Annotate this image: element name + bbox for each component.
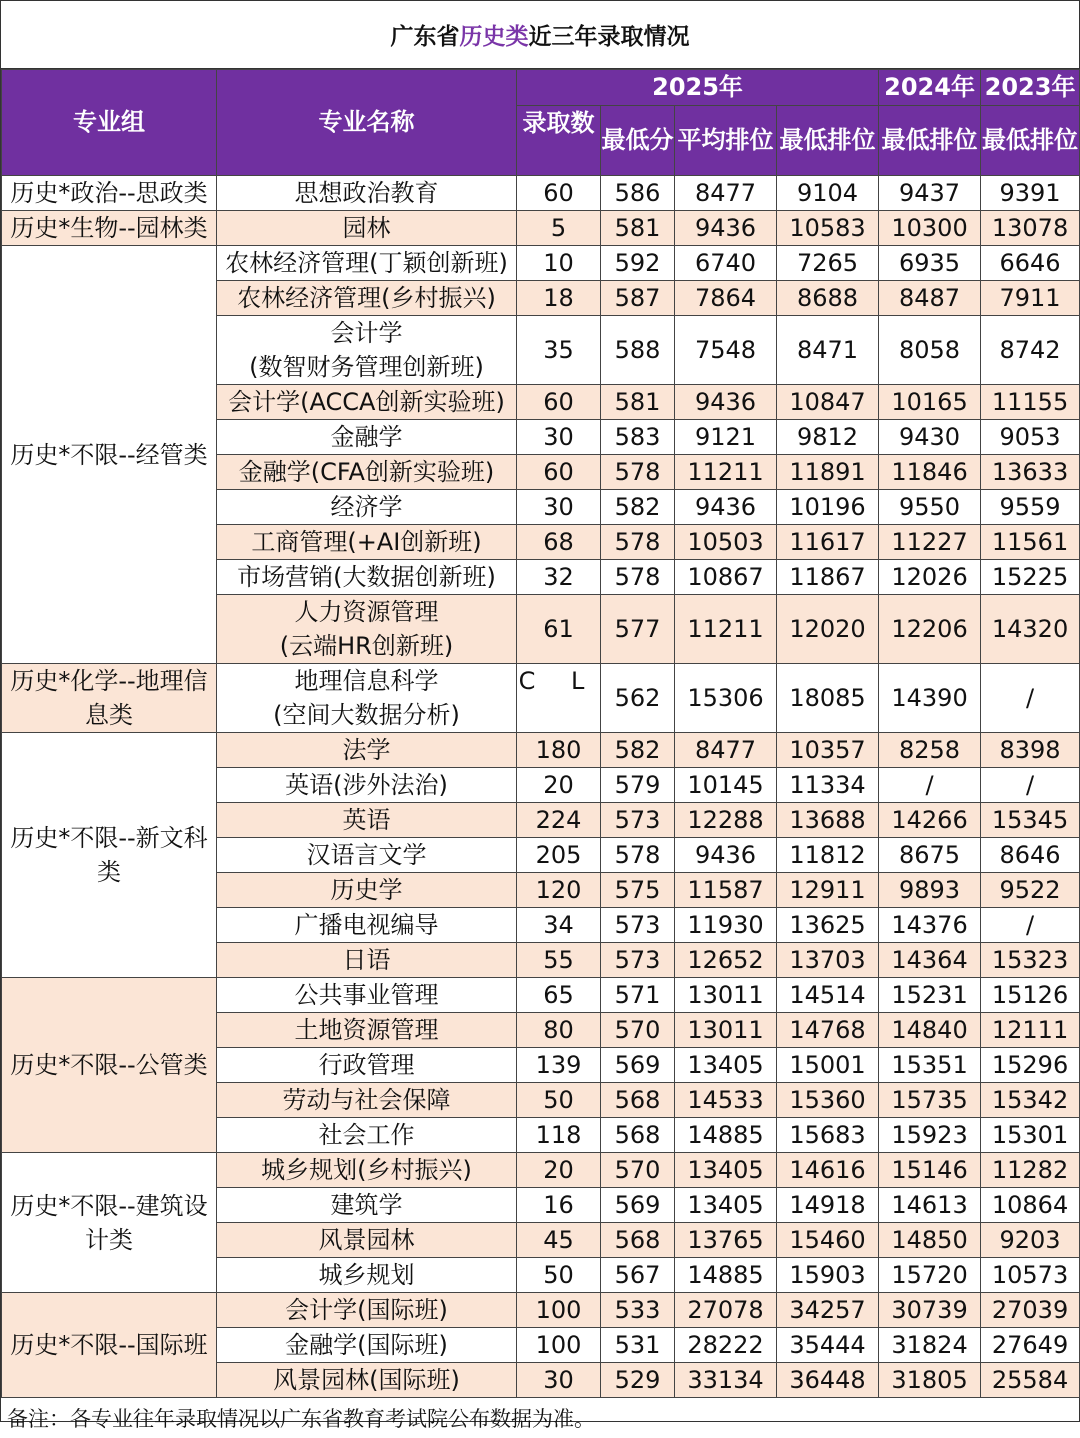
min-score-cell: 588: [601, 316, 675, 385]
min-rank-cell: 14616: [777, 1153, 879, 1188]
header-min-rank-2024: 最低排位: [879, 106, 981, 176]
min-rank-2024-cell: 8675: [879, 838, 981, 873]
major-cell: 会计学(国际班): [217, 1293, 517, 1328]
min-rank-cell: 36448: [777, 1363, 879, 1398]
min-rank-2024-cell: 8058: [879, 316, 981, 385]
admitted-cell: 10: [517, 246, 601, 281]
group-cell: 历史*不限--国际班: [2, 1293, 217, 1398]
min-rank-2023-cell: /: [981, 908, 1080, 943]
major-cell: 行政管理: [217, 1048, 517, 1083]
admitted-cell: 118: [517, 1118, 601, 1153]
avg-rank-cell: 6740: [675, 246, 777, 281]
min-score-cell: 568: [601, 1223, 675, 1258]
min-rank-cell: 10847: [777, 385, 879, 420]
min-score-cell: 573: [601, 943, 675, 978]
min-score-cell: 569: [601, 1048, 675, 1083]
major-cell: 劳动与社会保障: [217, 1083, 517, 1118]
major-cell: 汉语言文学: [217, 838, 517, 873]
admitted-cell: 5: [517, 211, 601, 246]
major-cell: 人力资源管理 (云端HR创新班): [217, 595, 517, 664]
table-row: [2, 733, 1080, 768]
min-rank-2024-cell: 15735: [879, 1083, 981, 1118]
major-cell: 城乡规划: [217, 1258, 517, 1293]
admitted-cell: 30: [517, 490, 601, 525]
min-rank-2024-cell: 8487: [879, 281, 981, 316]
min-rank-2024-cell: 15231: [879, 978, 981, 1013]
min-rank-2024-cell: 14376: [879, 908, 981, 943]
min-rank-cell: 10196: [777, 490, 879, 525]
avg-rank-cell: 10503: [675, 525, 777, 560]
major-cell: 工商管理(+AI创新班): [217, 525, 517, 560]
min-rank-cell: 14768: [777, 1013, 879, 1048]
avg-rank-cell: 9121: [675, 420, 777, 455]
min-score-cell: 582: [601, 490, 675, 525]
avg-rank-cell: 7548: [675, 316, 777, 385]
min-rank-cell: 18085: [777, 664, 879, 733]
min-score-cell: 569: [601, 1188, 675, 1223]
avg-rank-cell: 15306: [675, 664, 777, 733]
admitted-cell: 30: [517, 1363, 601, 1398]
avg-rank-cell: 8477: [675, 733, 777, 768]
min-rank-2023-cell: 6646: [981, 246, 1080, 281]
min-rank-2024-cell: 11846: [879, 455, 981, 490]
admitted-cell: C L: [517, 664, 601, 733]
table-row: [2, 211, 1080, 246]
min-rank-2023-cell: 15296: [981, 1048, 1080, 1083]
major-cell: 市场营销(大数据创新班): [217, 560, 517, 595]
min-rank-2023-cell: 27039: [981, 1293, 1080, 1328]
avg-rank-cell: 12652: [675, 943, 777, 978]
major-cell: 金融学(CFA创新实验班): [217, 455, 517, 490]
min-score-cell: 533: [601, 1293, 675, 1328]
table-row: [2, 1293, 1080, 1328]
min-score-cell: 575: [601, 873, 675, 908]
group-cell: 历史*不限--经管类: [2, 246, 217, 664]
major-cell: 经济学: [217, 490, 517, 525]
major-cell: 金融学(国际班): [217, 1328, 517, 1363]
major-cell: 农林经济管理(丁颖创新班): [217, 246, 517, 281]
min-rank-cell: 35444: [777, 1328, 879, 1363]
avg-rank-cell: 13011: [675, 1013, 777, 1048]
min-score-cell: 579: [601, 768, 675, 803]
admitted-cell: 60: [517, 455, 601, 490]
header-avg-rank: 平均排位: [675, 106, 777, 176]
min-score-cell: 562: [601, 664, 675, 733]
table-row: [2, 246, 1080, 281]
avg-rank-cell: 14885: [675, 1258, 777, 1293]
admitted-cell: 35: [517, 316, 601, 385]
group-cell: 历史*不限--建筑设计类: [2, 1153, 217, 1293]
major-cell: 历史学: [217, 873, 517, 908]
min-score-cell: 573: [601, 803, 675, 838]
admitted-cell: 32: [517, 560, 601, 595]
min-rank-2023-cell: 8742: [981, 316, 1080, 385]
min-rank-2024-cell: 14390: [879, 664, 981, 733]
min-score-cell: 531: [601, 1328, 675, 1363]
min-rank-2023-cell: 13078: [981, 211, 1080, 246]
min-rank-2023-cell: 15323: [981, 943, 1080, 978]
min-rank-2023-cell: 27649: [981, 1328, 1080, 1363]
major-cell: 英语: [217, 803, 517, 838]
avg-rank-cell: 12288: [675, 803, 777, 838]
avg-rank-cell: 13405: [675, 1188, 777, 1223]
admitted-cell: 205: [517, 838, 601, 873]
group-cell: 历史*生物--园林类: [2, 211, 217, 246]
min-rank-2024-cell: 9550: [879, 490, 981, 525]
min-score-cell: 568: [601, 1083, 675, 1118]
min-rank-cell: 15903: [777, 1258, 879, 1293]
header-admitted: 录取数: [517, 106, 601, 176]
avg-rank-cell: 27078: [675, 1293, 777, 1328]
admitted-cell: 120: [517, 873, 601, 908]
major-cell: 法学: [217, 733, 517, 768]
major-cell: 地理信息科学 (空间大数据分析): [217, 664, 517, 733]
min-rank-2023-cell: 25584: [981, 1363, 1080, 1398]
admitted-cell: 55: [517, 943, 601, 978]
min-rank-cell: 8688: [777, 281, 879, 316]
min-score-cell: 578: [601, 525, 675, 560]
min-rank-2024-cell: 14266: [879, 803, 981, 838]
admitted-cell: 18: [517, 281, 601, 316]
min-rank-2023-cell: 15301: [981, 1118, 1080, 1153]
min-score-cell: 570: [601, 1153, 675, 1188]
admitted-cell: 180: [517, 733, 601, 768]
admitted-cell: 60: [517, 176, 601, 211]
avg-rank-cell: 28222: [675, 1328, 777, 1363]
min-rank-cell: 15460: [777, 1223, 879, 1258]
min-rank-2023-cell: 11282: [981, 1153, 1080, 1188]
admitted-cell: 100: [517, 1293, 601, 1328]
min-rank-cell: 15360: [777, 1083, 879, 1118]
min-rank-2024-cell: 14364: [879, 943, 981, 978]
header-2024: 2024年: [879, 70, 981, 106]
group-cell: 历史*不限--新文科类: [2, 733, 217, 978]
min-rank-cell: 10583: [777, 211, 879, 246]
avg-rank-cell: 9436: [675, 385, 777, 420]
min-rank-cell: 10357: [777, 733, 879, 768]
major-cell: 农林经济管理(乡村振兴): [217, 281, 517, 316]
header-min-rank-2023: 最低排位: [981, 106, 1080, 176]
min-rank-2024-cell: 9430: [879, 420, 981, 455]
major-cell: 社会工作: [217, 1118, 517, 1153]
major-cell: 思想政治教育: [217, 176, 517, 211]
min-score-cell: 567: [601, 1258, 675, 1293]
min-rank-2023-cell: 9203: [981, 1223, 1080, 1258]
table-row: [2, 1153, 1080, 1188]
min-rank-2023-cell: 9559: [981, 490, 1080, 525]
admitted-cell: 20: [517, 768, 601, 803]
avg-rank-cell: 11930: [675, 908, 777, 943]
title-highlight: 历史类: [459, 24, 529, 50]
admitted-cell: 60: [517, 385, 601, 420]
table-row: [2, 664, 1080, 733]
min-rank-2023-cell: 15126: [981, 978, 1080, 1013]
min-rank-2023-cell: 10864: [981, 1188, 1080, 1223]
admitted-cell: 34: [517, 908, 601, 943]
admitted-cell: 16: [517, 1188, 601, 1223]
avg-rank-cell: 11211: [675, 455, 777, 490]
min-rank-2023-cell: 11561: [981, 525, 1080, 560]
header-min-rank: 最低排位: [777, 106, 879, 176]
avg-rank-cell: 9436: [675, 490, 777, 525]
min-rank-2023-cell: 11155: [981, 385, 1080, 420]
page-title: [1, 1, 1079, 69]
min-rank-2024-cell: 15351: [879, 1048, 981, 1083]
min-rank-2024-cell: 11227: [879, 525, 981, 560]
min-rank-cell: 9104: [777, 176, 879, 211]
major-cell: 广播电视编导: [217, 908, 517, 943]
admitted-cell: 61: [517, 595, 601, 664]
avg-rank-cell: 8477: [675, 176, 777, 211]
min-rank-cell: 12020: [777, 595, 879, 664]
min-rank-2023-cell: 15225: [981, 560, 1080, 595]
admitted-cell: 139: [517, 1048, 601, 1083]
min-rank-cell: 7265: [777, 246, 879, 281]
min-score-cell: 571: [601, 978, 675, 1013]
min-rank-2024-cell: 31805: [879, 1363, 981, 1398]
group-cell: 历史*政治--思政类: [2, 176, 217, 211]
major-cell: 会计学 (数智财务管理创新班): [217, 316, 517, 385]
min-score-cell: 592: [601, 246, 675, 281]
min-rank-cell: 11334: [777, 768, 879, 803]
avg-rank-cell: 13405: [675, 1153, 777, 1188]
min-score-cell: 581: [601, 211, 675, 246]
min-score-cell: 582: [601, 733, 675, 768]
title-prefix: 广东省: [390, 24, 460, 50]
min-score-cell: 587: [601, 281, 675, 316]
min-score-cell: 573: [601, 908, 675, 943]
min-rank-2024-cell: 14840: [879, 1013, 981, 1048]
min-score-cell: 583: [601, 420, 675, 455]
min-rank-cell: 14514: [777, 978, 879, 1013]
min-rank-2024-cell: 31824: [879, 1328, 981, 1363]
min-score-cell: 570: [601, 1013, 675, 1048]
min-score-cell: 577: [601, 595, 675, 664]
min-rank-2023-cell: /: [981, 664, 1080, 733]
min-rank-2023-cell: 9053: [981, 420, 1080, 455]
min-rank-2023-cell: 15342: [981, 1083, 1080, 1118]
min-score-cell: 578: [601, 560, 675, 595]
header-2025: 2025年: [517, 70, 879, 106]
min-rank-2023-cell: 9522: [981, 873, 1080, 908]
avg-rank-cell: 7864: [675, 281, 777, 316]
avg-rank-cell: 10145: [675, 768, 777, 803]
header-group: 专业组: [2, 70, 217, 176]
min-rank-cell: 13703: [777, 943, 879, 978]
min-score-cell: 581: [601, 385, 675, 420]
min-rank-2024-cell: 15146: [879, 1153, 981, 1188]
major-cell: 会计学(ACCA创新实验班): [217, 385, 517, 420]
avg-rank-cell: 9436: [675, 838, 777, 873]
admitted-cell: 68: [517, 525, 601, 560]
min-rank-2024-cell: 12026: [879, 560, 981, 595]
major-cell: 城乡规划(乡村振兴): [217, 1153, 517, 1188]
avg-rank-cell: 13765: [675, 1223, 777, 1258]
min-rank-cell: 14918: [777, 1188, 879, 1223]
avg-rank-cell: 11587: [675, 873, 777, 908]
group-cell: 历史*化学--地理信息类: [2, 664, 217, 733]
avg-rank-cell: 13011: [675, 978, 777, 1013]
min-score-cell: 578: [601, 455, 675, 490]
min-score-cell: 578: [601, 838, 675, 873]
table-row: [2, 978, 1080, 1013]
admitted-cell: 100: [517, 1328, 601, 1363]
min-rank-2024-cell: 15923: [879, 1118, 981, 1153]
major-cell: 金融学: [217, 420, 517, 455]
min-rank-2024-cell: 10300: [879, 211, 981, 246]
header-min-score: 最低分: [601, 106, 675, 176]
avg-rank-cell: 33134: [675, 1363, 777, 1398]
major-cell: 土地资源管理: [217, 1013, 517, 1048]
min-score-cell: 529: [601, 1363, 675, 1398]
min-rank-2023-cell: 15345: [981, 803, 1080, 838]
avg-rank-cell: 9436: [675, 211, 777, 246]
group-cell: 历史*不限--公管类: [2, 978, 217, 1153]
admitted-cell: 50: [517, 1258, 601, 1293]
major-cell: 建筑学: [217, 1188, 517, 1223]
min-rank-2023-cell: 7911: [981, 281, 1080, 316]
avg-rank-cell: 14533: [675, 1083, 777, 1118]
admitted-cell: 224: [517, 803, 601, 838]
admitted-cell: 80: [517, 1013, 601, 1048]
min-rank-2024-cell: 30739: [879, 1293, 981, 1328]
header-2023: 2023年: [981, 70, 1080, 106]
min-rank-cell: 11867: [777, 560, 879, 595]
admission-table-body: [2, 176, 1080, 1398]
min-rank-2024-cell: 9893: [879, 873, 981, 908]
min-rank-cell: 11891: [777, 455, 879, 490]
major-cell: 日语: [217, 943, 517, 978]
min-rank-cell: 15683: [777, 1118, 879, 1153]
table-row: [2, 176, 1080, 211]
min-rank-2023-cell: 10573: [981, 1258, 1080, 1293]
min-rank-cell: 11812: [777, 838, 879, 873]
min-rank-cell: 13625: [777, 908, 879, 943]
min-rank-2023-cell: 12111: [981, 1013, 1080, 1048]
major-cell: 公共事业管理: [217, 978, 517, 1013]
min-rank-2024-cell: 6935: [879, 246, 981, 281]
min-rank-cell: 34257: [777, 1293, 879, 1328]
min-rank-2024-cell: 15720: [879, 1258, 981, 1293]
min-rank-cell: 11617: [777, 525, 879, 560]
admitted-cell: 65: [517, 978, 601, 1013]
major-cell: 园林: [217, 211, 517, 246]
min-rank-cell: 9812: [777, 420, 879, 455]
min-rank-2023-cell: 8646: [981, 838, 1080, 873]
min-rank-2024-cell: 14613: [879, 1188, 981, 1223]
min-rank-2023-cell: 13633: [981, 455, 1080, 490]
admitted-cell: 50: [517, 1083, 601, 1118]
min-rank-2023-cell: 8398: [981, 733, 1080, 768]
min-rank-cell: 12911: [777, 873, 879, 908]
admitted-cell: 45: [517, 1223, 601, 1258]
major-cell: 风景园林(国际班): [217, 1363, 517, 1398]
major-cell: 风景园林: [217, 1223, 517, 1258]
avg-rank-cell: 14885: [675, 1118, 777, 1153]
min-rank-2023-cell: 9391: [981, 176, 1080, 211]
min-rank-2023-cell: 14320: [981, 595, 1080, 664]
major-cell: 英语(涉外法治): [217, 768, 517, 803]
min-rank-cell: 15001: [777, 1048, 879, 1083]
min-rank-2024-cell: 14850: [879, 1223, 981, 1258]
admitted-cell: 20: [517, 1153, 601, 1188]
title-suffix: 近三年录取情况: [528, 24, 690, 50]
avg-rank-cell: 11211: [675, 595, 777, 664]
admitted-cell: 30: [517, 420, 601, 455]
avg-rank-cell: 13405: [675, 1048, 777, 1083]
footnote: 备注：各专业往年录取情况以广东省教育考试院公布数据为准。: [7, 1407, 595, 1431]
admission-table: [1, 69, 1080, 1398]
min-rank-2024-cell: 9437: [879, 176, 981, 211]
min-score-cell: 568: [601, 1118, 675, 1153]
min-rank-2024-cell: 8258: [879, 733, 981, 768]
min-rank-2024-cell: 12206: [879, 595, 981, 664]
min-score-cell: 586: [601, 176, 675, 211]
min-rank-2023-cell: /: [981, 768, 1080, 803]
header-major: 专业名称: [217, 70, 517, 176]
min-rank-2024-cell: /: [879, 768, 981, 803]
avg-rank-cell: 10867: [675, 560, 777, 595]
min-rank-2024-cell: 10165: [879, 385, 981, 420]
min-rank-cell: 8471: [777, 316, 879, 385]
min-rank-cell: 13688: [777, 803, 879, 838]
